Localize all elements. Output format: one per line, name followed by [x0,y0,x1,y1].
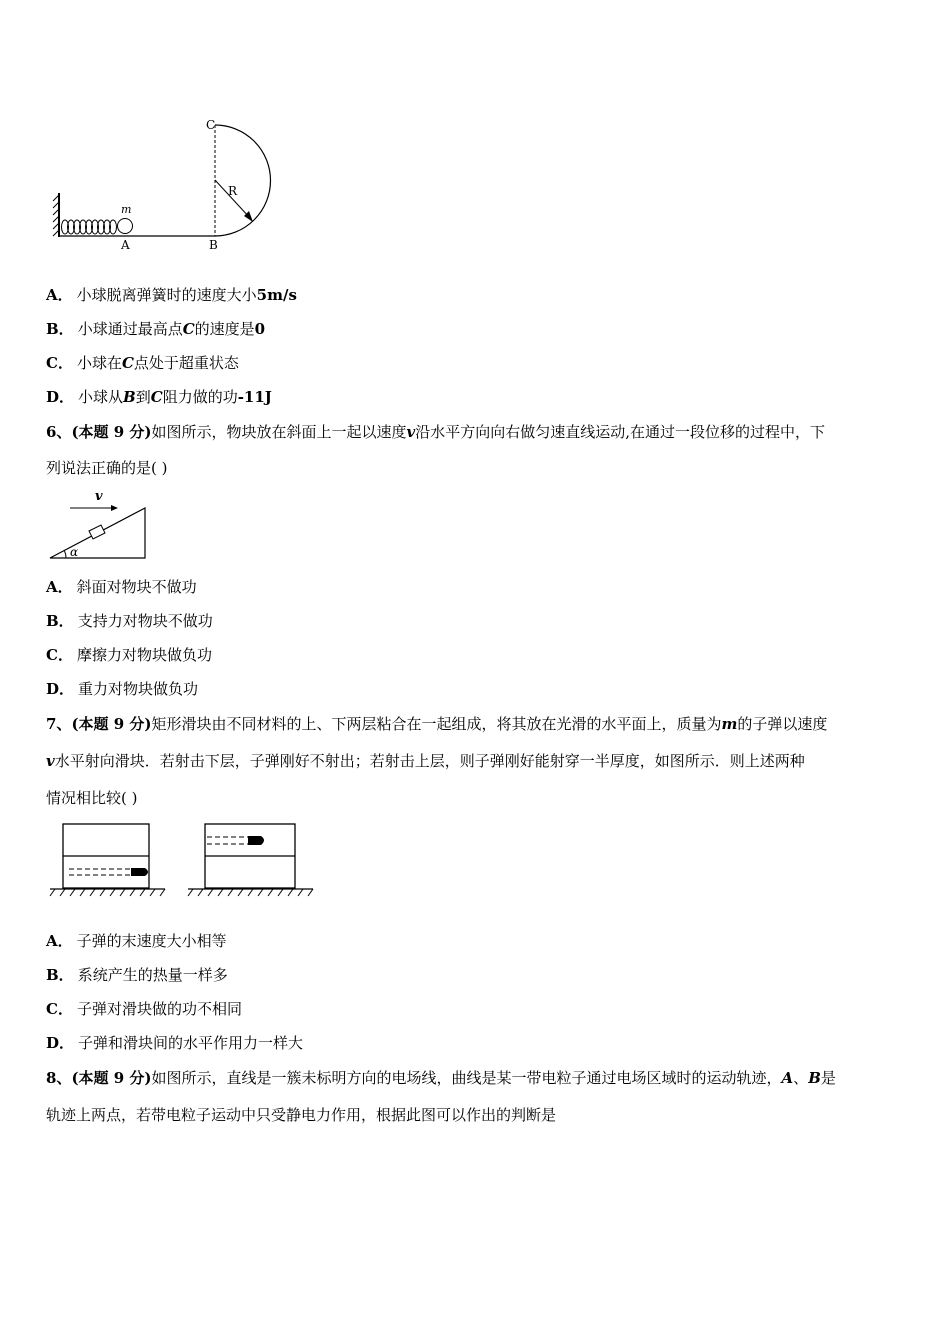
incline-figure [48,488,158,563]
q8-stem-line2: 轨迹上两点，若带电粒子运动中只受静电力作用，根据此图可以作出的判断是 [46,1106,557,1124]
q6-stem-line2: 列说法正确的是( ) [46,459,168,477]
q7-option-b: B． 系统产生的热量一样多 [46,966,228,984]
q6-option-a: A． 斜面对物块不做功 [46,578,197,596]
spring-track-figure [50,115,280,255]
bullet-blocks-figure [45,818,320,900]
q5-option-a: A． 小球脱离弹簧时的速度大小5m/s [46,286,297,304]
label-B: B [209,238,218,252]
q7-option-c: C． 子弹对滑块做的功不相同 [46,1000,242,1018]
q7-option-a: A． 子弹的末速度大小相等 [46,932,227,950]
label-R: R [228,184,238,198]
label-v: v [95,489,103,504]
q6-option-d: D． 重力对物块做负功 [46,680,199,698]
q5-option-d: D． 小球从B到C阻力做的功-11J [46,388,272,406]
label-m: m [121,203,132,216]
label-A: A [121,238,130,252]
q7-stem-line1: 7、(本题 9 分)矩形滑块由不同材料的上、下两层粘合在一起组成，将其放在光滑的水平面上，质量为m的子弹以速度 [46,715,828,733]
q6-stem-line1: 6、(本题 9 分)如图所示，物块放在斜面上一起以速度v沿水平方向向右做匀速直线运动,在通过一段位移的过程中，下 [46,423,826,441]
q6-option-c: C． 摩擦力对物块做负功 [46,646,212,664]
q5-option-b: B． 小球通过最高点C的速度是0 [46,320,266,338]
q7-stem-line3: 情况相比较( ) [46,789,138,807]
q5-option-c: C． 小球在C点处于超重状态 [46,354,239,372]
label-C: C [206,118,216,132]
q7-option-d: D． 子弹和滑块间的水平作用力一样大 [46,1034,304,1052]
q8-stem-line1: 8、(本题 9 分)如图所示，直线是一簇未标明方向的电场线，曲线是某一带电粒子通过电场区域时的运动轨迹，A、B是 [46,1069,836,1087]
label-alpha: α [70,545,79,559]
q7-stem-line2: v水平射向滑块．若射击下层，子弹刚好不射出；若射击上层，则子弹刚好能射穿一半厚度，如图所示．则上述两种 [46,752,805,770]
q6-option-b: B． 支持力对物块不做功 [46,612,213,630]
